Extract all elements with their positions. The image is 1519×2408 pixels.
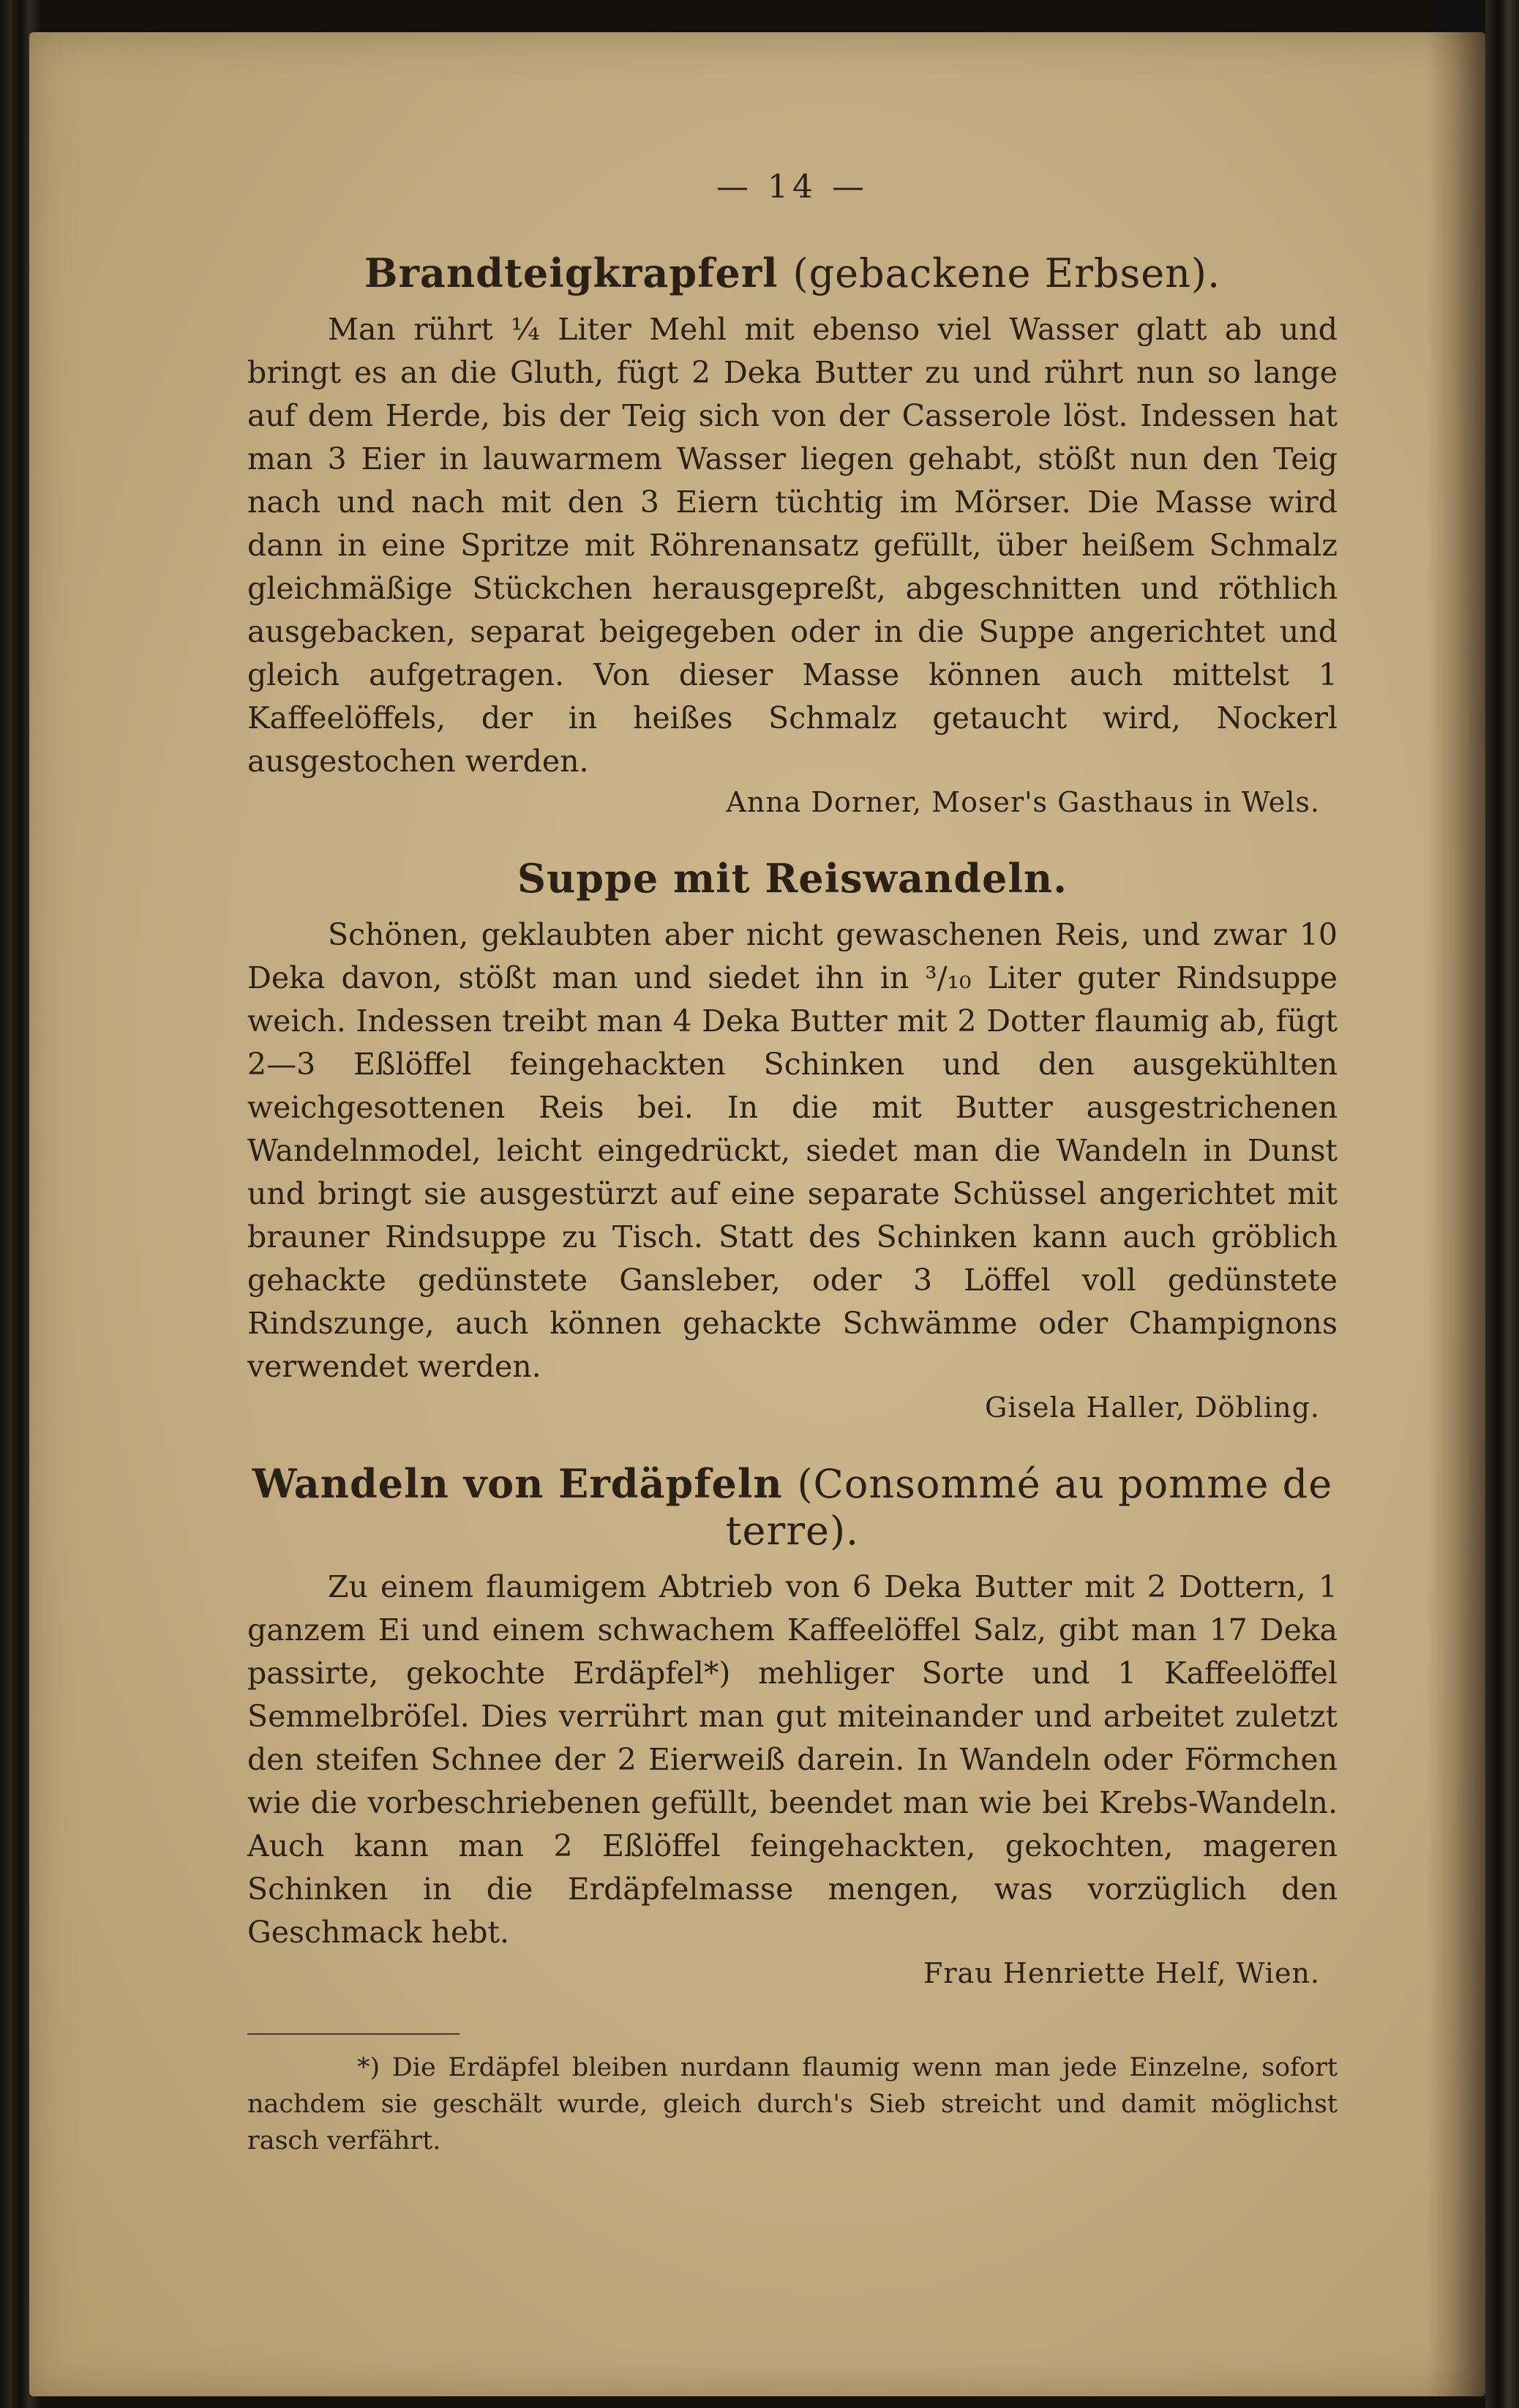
- recipe-title-main: Wandeln von Erdäpfeln: [252, 1460, 783, 1507]
- recipe-title-sub: (gebackene Erbsen).: [792, 250, 1221, 296]
- recipe-text: Man rührt ¼ Liter Mehl mit ebenso viel Wasser glatt ab und bringt es an die Gluth, fügt 2 Deka Butter zu und rührt nun so lange auf dem Herde, bis der Teig sich von der Casserole löst. Indessen hat man 3 Eier in lauwarmem Wasser liegen gehabt, stößt nun den Teig nach und nach mit den 3 Eiern tüchtig im Mörser. Die Masse wird dann in eine Spritze mit Röhrenansatz gefüllt, über heißem Schmalz gleichmäßige Stückchen herausgepreßt, abgeschnitten und röthlich ausgebacken, separat beigegeben oder in die Suppe angerichtet und gleich aufgetragen. Von dieser Masse können auch mittelst 1 Kaffeelöffels, der in heißes Schmalz getaucht wird, Nockerl ausgestochen werden.: [247, 312, 1338, 779]
- footnote: *) Die Erdäpfel bleiben nurdann flaumig wenn man jede Einzelne, sofort nachdem sie geschält wurde, gleich durch's Sieb streicht und damit möglichst rasch verfährt.: [247, 2053, 1338, 2155]
- recipe-text: Zu einem flaumigem Abtrieb von 6 Deka Butter mit 2 Dottern, 1 ganzem Ei und einem schwachem Kaffeelöffel Salz, gibt man 17 Deka passirte, gekochte Erdäpfel*) mehliger Sorte und 1 Kaffeelöffel Semmelbröſel. Dies verrührt man gut miteinander und arbeitet zuletzt den steifen Schnee der 2 Eierweiß darein. In Wandeln oder Förmchen wie die vorbeschriebenen gefüllt, beendet man wie bei Krebs-Wandeln. Auch kann man 2 Eßlöffel feingehackten, gekochten, mageren Schinken in die Erdäpfelmasse mengen, was vorzüglich den Geschmack hebt.: [247, 1569, 1338, 1950]
- recipe-section: [247, 250, 1338, 818]
- recipe-section: [247, 855, 1338, 1424]
- recipe-author: Gisela Haller, Döbling.: [985, 1391, 1320, 1424]
- page-gutter-shadow: [1427, 32, 1485, 2396]
- recipe-title: [247, 250, 1338, 296]
- recipe-title-main: Suppe mit Reiswandeln.: [517, 855, 1068, 902]
- recipe-author: Anna Dorner, Moser's Gasthaus in Wels.: [726, 786, 1320, 818]
- page-content: [247, 168, 1338, 2159]
- recipe-title-main: Brandteigkrapferl: [364, 250, 779, 296]
- page-number: — 14 —: [716, 168, 869, 206]
- recipe-title: [247, 855, 1338, 902]
- footnote-rule: [247, 2033, 460, 2035]
- recipe-author: Frau Henriette Helf, Wien.: [923, 1957, 1320, 1989]
- recipe-title: [247, 1460, 1338, 1554]
- recipe-section: [247, 1460, 1338, 1989]
- recipe-text: Schönen, geklaubten aber nicht gewaschenen Reis, und zwar 10 Deka davon, stößt man und siedet ihn in ³/₁₀ Liter guter Rindsuppe weich. Indessen treibt man 4 Deka Butter mit 2 Dotter flaumig ab, fügt 2—3 Eßlöffel feingehackten Schinken und den ausgekühlten weichgesottenen Reis bei. In die mit Butter ausgestrichenen Wandelnmodel, leicht eingedrückt, siedet man die Wandeln in Dunst und bringt sie ausgestürzt auf eine separate Schüssel angerichtet mit brauner Rindsuppe zu Tisch. Statt des Schinken kann auch gröblich gehackte gedünstete Gansleber, oder 3 Löffel voll gedünstete Rindszunge, auch können gehackte Schwämme oder Champignons verwendet werden.: [247, 917, 1338, 1384]
- recipe-title-sub: (Consommé au pomme de terre).: [725, 1461, 1333, 1554]
- book-edge: [1485, 0, 1519, 2408]
